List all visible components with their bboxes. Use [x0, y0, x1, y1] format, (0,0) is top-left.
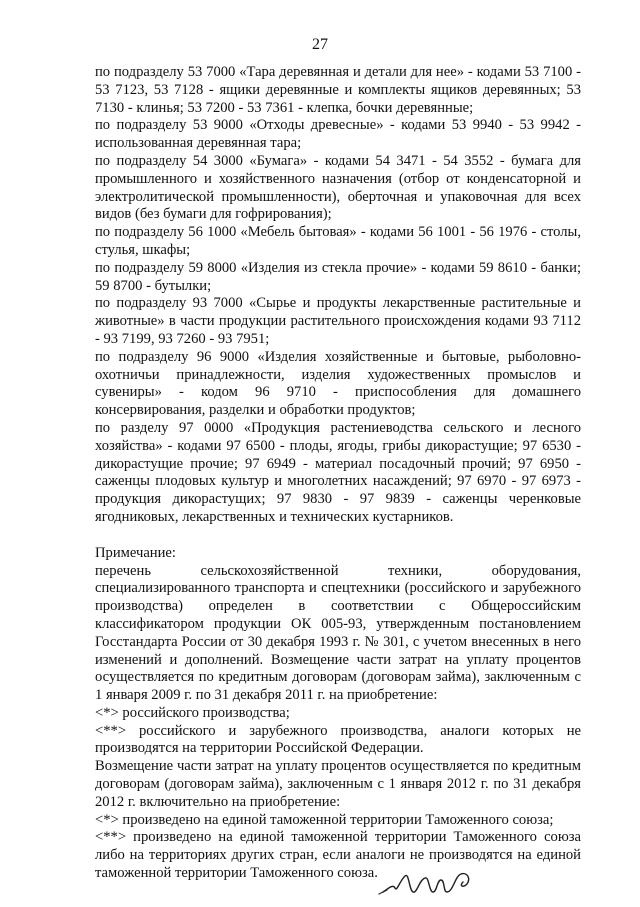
paragraph-subsection-539000: по подразделу 53 9000 «Отходы древесные» - кодами 53 9940 - 53 9942 - использованная деревянная тара;	[95, 117, 581, 152]
note-paragraph-list-definition: перечень сельскохозяйственной техники, оборудования, специализированного транспорта и спецтехники (российского и зарубежного производства) определен в соответствии с Общероссийским классификатором продукции ОК 005-93, утвержденным постановлением Госстандарта России от 30 декабря 1993 г. № 301, с учетом внесенных в него изменений и дополнений. Возмещение части затрат на уплату процентов осуществляется по кредитным договорам (договорам займа), заключенным с 1 января 2009 г. по 31 декабря 2011 г. на приобретение:	[95, 562, 581, 704]
paragraph-subsection-537000: по подразделу 53 7000 «Тара деревянная и детали для нее» - кодами 53 7100 - 53 7123, 53 7128 - ящики деревянные и комплекты ящиков деревянных; 53 7130 - клинья; 53 7200 - 53 7361 - клепка, бочки деревянные;	[95, 64, 581, 116]
note-paragraph-2012-reimbursement: Возмещение части затрат на уплату процентов осуществляется по кредитным договорам (договорам займа), заключенным с 1 января 2012 г. по 31 декабря 2012 г. включительно на приобретение:	[95, 758, 581, 810]
note-paragraph-customs-union: <*> произведено на единой таможенной территории Таможенного союза;	[95, 811, 554, 828]
paragraph-subsection-969000: по подразделу 96 9000 «Изделия хозяйственные и бытовые, рыболовно-охотничьи принадлежности, изделия художественных промыслов и сувениры» - кодом 96 9710 - приспособления для домашнего консервирования, разделки и обработки продуктов;	[95, 348, 581, 419]
handwritten-signature	[375, 862, 495, 902]
note-paragraph-russian-production: <*> российского производства;	[95, 704, 290, 721]
paragraph-subsection-598000: по подразделу 59 8000 «Изделия из стекла прочие» - кодами 59 8610 - банки; 59 8700 - бутылки;	[95, 259, 581, 294]
spacer	[95, 527, 581, 545]
paragraph-section-970000: по разделу 97 0000 «Продукция растениеводства сельского и лесного хозяйства» - кодами 97 6500 - плоды, ягоды, грибы дикорастущие; 97 6530 - дикорастущие прочие; 97 6949 - материал посадочный прочий; 97 6950 - саженцы плодовых культур и многолетних насаждений; 97 6970 - 97 6973 - продукция дикорастущих; 97 9830 - 97 9839 - саженцы черенковые ягодниковых, лекарственных и технических кустарников.	[95, 419, 581, 525]
note-paragraph-russian-foreign-production: <**> российского и зарубежного производства, аналоги которых не производятся на территории Российской Федерации.	[95, 722, 581, 757]
note-paragraph-customs-union-other-countries: <**> произведено на единой таможенной территории Таможенного союза либо на территориях других стран, если аналоги не производятся на единой таможенной территории Таможенного союза.	[95, 829, 581, 882]
paragraph-subsection-561000: по подразделу 56 1000 «Мебель бытовая» - кодами 56 1001 - 56 1976 - столы, стулья, шкафы;	[95, 224, 581, 258]
note-title: Примечание:	[95, 544, 176, 561]
page-number: 27	[312, 36, 328, 53]
signature-icon	[375, 862, 495, 902]
paragraph-subsection-937000: по подразделу 93 7000 «Сырье и продукты лекарственные растительные и животные» в части продукции растительного происхождения кодами 93 7112 - 93 7199, 93 7260 - 93 7951;	[95, 295, 581, 347]
paragraph-subsection-543000: по подразделу 54 3000 «Бумага» - кодами 54 3471 - 54 3552 - бумага для промышленного и хозяйственного назначения (отбор от конденсаторной и электролитической промышленности), оберточная и упаковочная для всех видов (без бумаги для гофрирования);	[95, 152, 581, 223]
document-body	[95, 64, 581, 883]
